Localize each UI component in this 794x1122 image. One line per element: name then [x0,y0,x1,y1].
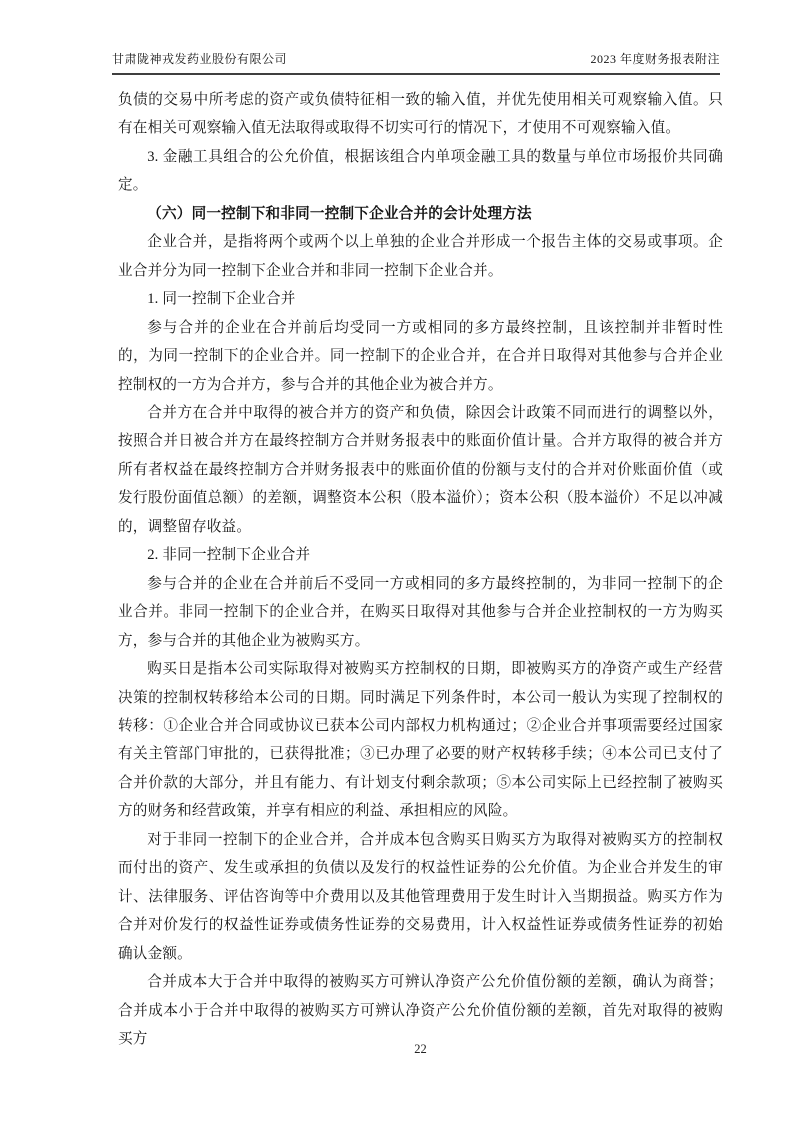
list-item-heading: 1. 同一控制下企业合并 [147,291,296,308]
paragraph: 3. 金融工具组合的公允价值，根据该组合内单项金融工具的数量与单位市场报价共同确定。 [118,148,723,194]
page-number: 22 [414,1042,427,1056]
paragraph: 对于非同一控制下的企业合并，合并成本包含购买日购买方为取得对被购买方的控制权而付出的资产、发生或承担的负债以及发行的权益性证券的公允价值。为企业合并发生的审计、法律服务、评估咨询等中介费用以及其他管理费用于发生时计入当期损益。购买方作为合并对价发行的权益性证券或债务性证券的交易费用，计入权益性证券或债务性证券的初始确认金额。 [118,831,723,962]
paragraph: 合并成本大于合并中取得的被购买方可辨认净资产公允价值份额的差额，确认为商誉；合并成本小于合并中取得的被购买方可辨认净资产公允价值份额的差额，首先对取得的被购买方 [118,974,723,1047]
header-doc-title: 2023 年度财务报表附注 [590,52,720,66]
paragraph-continuation: 负债的交易中所考虑的资产或负债特征相一致的输入值，并优先使用相关可观察输入值。只有在相关可观察输入值无法取得或取得不切实可行的情况下，才使用不可观察输入值。 [118,92,723,137]
paragraph: 参与合并的企业在合并前后不受同一方或相同的多方最终控制的，为非同一控制下的企业合并。非同一控制下的企业合并，在购买日取得对其他参与合并企业控制权的一方为购买方，参与合并的其他企业为被购买方。 [118,575,723,649]
header-company-name: 甘肃陇神戎发药业股份有限公司 [112,52,288,66]
paragraph: 企业合并，是指将两个或两个以上单独的企业合并形成一个报告主体的交易或事项。企业合并分为同一控制下企业合并和非同一控制下企业合并。 [118,234,723,279]
paragraph: 购买日是指本公司实际取得对被购买方控制权的日期，即被购买方的净资产或生产经营决策的控制权转移给本公司的日期。同时满足下列条件时，本公司一般认为实现了控制权的转移：①企业合并合同或协议已获本公司内部权力机构通过；②企业合并事项需要经过国家有关主管部门审批的，已获得批准；③已办理了必要的财产权转移手续；④本公司已支付了合并价款的大部分，并且有能力、有计划支付剩余款项；⑤本公司实际上已经控制了被购买方的财务和经营政策，并享有相应的利益、承担相应的风险。 [118,661,723,820]
paragraph: 参与合并的企业在合并前后均受同一方或相同的多方最终控制，且该控制并非暂时性的，为同一控制下的企业合并。同一控制下的企业合并，在合并日取得对其他参与合并企业控制权的一方为合并方，参与合并的其他企业为被合并方。 [118,319,723,393]
section-heading: （六）同一控制下和非同一控制下企业合并的会计处理方法 [147,205,532,222]
page-footer [118,1042,723,1057]
list-item-heading: 2. 非同一控制下企业合并 [147,547,311,564]
page-header [112,50,720,75]
document-body [118,86,723,1053]
paragraph: 合并方在合并中取得的被合并方的资产和负债，除因会计政策不同而进行的调整以外，按照合并日被合并方在最终控制方合并财务报表中的账面价值计量。合并方取得的被合并方所有者权益在最终控制方合并财务报表中的账面价值的份额与支付的合并对价账面价值（或发行股份面值总额）的差额，调整资本公积（股本溢价）；资本公积（股本溢价）不足以冲减的，调整留存收益。 [118,404,723,535]
